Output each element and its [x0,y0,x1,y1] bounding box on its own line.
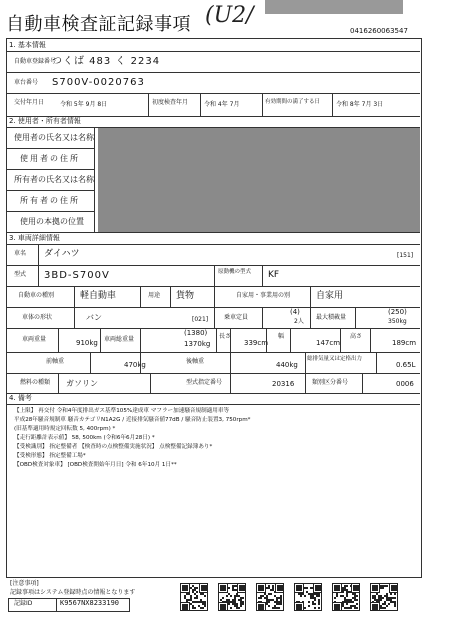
use-label: 用途 [148,292,161,299]
capacity-max: (4) [290,308,300,316]
max-load-max: (250) [388,308,407,316]
remarks-line-3: (旧基準適用時規定回転数 5, 400rpm) * [14,426,116,432]
base-location-label: 使用の本拠の位置 [20,217,84,226]
model-value: 3BD-S700V [44,270,110,281]
qr-code-icon [294,583,322,611]
vehicle-weight-label: 車両重量 [22,336,47,343]
capacity-label: 乗車定員 [224,314,249,321]
remarks-line-7: 【OBD検査対象車】 [OBD検査開始年月日] 令和 6年10月 1日** [14,462,177,468]
handwritten-mark: (U2/ [205,3,254,28]
class-number-value: 0006 [396,380,414,388]
kind-value: 軽自動車 [80,291,117,301]
length-value: 339cm [244,339,269,347]
record-id-value: K9567NX8233190 [60,599,120,607]
document-title: 自動車検査証記録事項 [6,14,191,35]
engine-label: 原動機の型式 [218,269,252,275]
notes-label: [注意事項] [10,580,39,587]
issue-date-label: 交付年月日 [14,99,45,106]
issue-date-value: 令和 5年 9月 8日 [60,101,108,108]
type-number-value: 20316 [272,380,295,388]
vehicle-weight-value: 910kg [76,339,98,347]
front-axle-label: 前軸重 [46,358,65,365]
owner-address-label: 所有者の住所 [20,196,80,205]
class-number-label: 類別区分番号 [312,379,349,386]
section-4-heading: 4. 備考 [9,394,32,402]
qr-code-icon [332,583,360,611]
vin-label: 車台番号 [14,79,39,86]
height-value: 189cm [392,339,417,347]
maker-label: 車名 [14,250,27,257]
qr-code-icon [370,583,398,611]
reg-number-label: 自動車登録番号 [14,58,57,65]
maker-code: [151] [397,252,414,259]
user-name-label: 使用者の氏名又は名称 [14,133,94,142]
use-value: 貨物 [176,291,195,301]
kind-label: 自動車の種別 [18,292,55,299]
width-label: 幅 [278,333,285,340]
length-label: 長さ [219,333,232,340]
rear-axle-label: 後軸重 [186,358,205,365]
remarks-line-2: 平成28年騒音規制車 騒音カテゴリN1A2G / 近接排気騒音値77dB / 騒音防止装置3, 750rpm* [14,417,251,423]
body-code: [021] [192,316,209,323]
redaction-owner [98,128,420,232]
remarks-line-5: 【受検識別】 指定整備者 【検査時の点検整備実施状況】 点検整備記録簿あり* [14,444,213,450]
max-load-value: 350kg [388,318,407,325]
rear-axle-value: 440kg [276,361,298,369]
displacement-value: 0.65L [396,361,416,369]
vin-value: S700V-0020763 [52,77,145,88]
remarks-line-6: 【受検形態】 指定整備工場* [14,453,86,459]
displacement-label: 総排気量又は定格出力 [307,356,363,362]
remarks-line-1: 【上限】 再交付 令和4年度排出ガス基準105%達成車 マフラー加速騒音規制適用車等 [14,408,230,414]
qr-code-icon [256,583,284,611]
front-axle-value: 470kg [124,361,146,369]
section-1-heading: 1. 基本情報 [9,41,46,49]
qr-code-icon [180,583,208,611]
first-inspection-label: 初度検査年月 [152,99,189,106]
qr-code-icon [218,583,246,611]
notes-text: 記録事項はシステム登録時点の情報となります [10,589,136,596]
body-label: 車体の形状 [22,314,53,321]
body-value: バン [86,313,102,322]
document-number: 0416260063547 [350,27,408,35]
width-value: 147cm [316,339,341,347]
record-id-label: 記録ID [14,600,33,607]
gross-weight-max: (1380) [184,329,208,337]
capacity-value: 2人 [294,318,304,325]
expiry-value: 令和 8年 7月 3日 [336,101,384,108]
user-address-label: 使用者の住所 [20,154,80,163]
height-label: 高さ [350,333,363,340]
purpose-value: 自家用 [316,291,344,301]
purpose-label: 自家用・事業用の別 [236,292,291,299]
maker-value: ダイハツ [44,249,80,259]
engine-value: KF [268,270,280,280]
model-label: 型式 [14,271,27,278]
section-2-heading: 2. 使用者・所有者情報 [9,117,81,125]
remarks-line-4: 【走行距離計表示値】 58, 500km (令和6年6月28日) * [14,435,155,441]
gross-weight-label: 車両総重量 [104,336,135,343]
expiry-label: 有効期間の満了する日 [265,99,321,105]
gross-weight-value: 1370kg [184,340,211,348]
fuel-label: 燃料の種類 [20,379,51,386]
max-load-label: 最大積載量 [316,314,347,321]
first-inspection-value: 令和 4年 7月 [204,101,240,108]
redaction-top [265,0,403,14]
section-3-heading: 3. 車両詳細情報 [9,234,60,242]
owner-name-label: 所有者の氏名又は名称 [14,175,94,184]
type-number-label: 型式指定番号 [186,379,223,386]
reg-number-value: つくば 483 く 2234 [52,56,161,67]
fuel-value: ガソリン [66,379,98,388]
